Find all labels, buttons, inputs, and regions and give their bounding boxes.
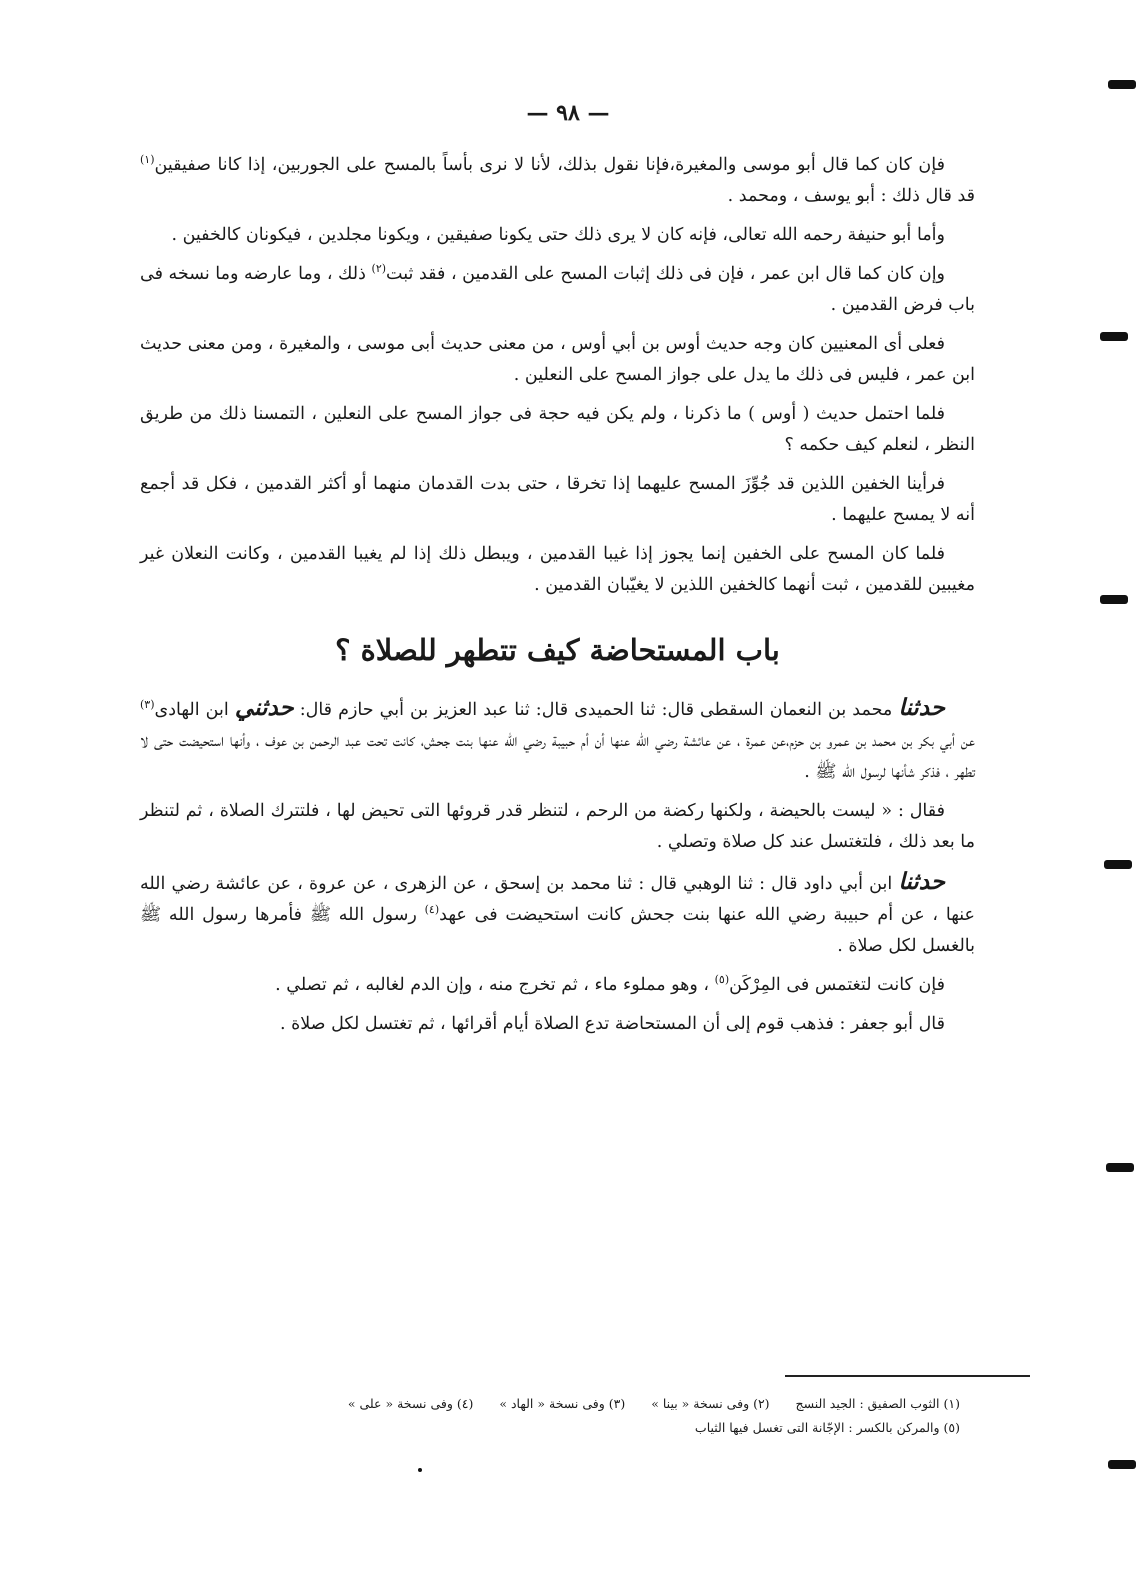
footnote-2: (٢) وفى نسخة « بينا »: [651, 1396, 770, 1411]
paragraph-6: فرأينا الخفين اللذين قد جُوِّزَ المسح عليهما إذا تخرقا ، حتى بدت القدمان منهما أو أكثر القدمين ، فكل قد أجمع أنه لا يمسح عليهما .: [140, 474, 975, 525]
chapter-heading: باب المستحاضة كيف تتطهر للصلاة ؟: [335, 633, 780, 667]
footnote-ref: (١): [140, 153, 155, 167]
paragraph-2: وأما أبو حنيفة رحمه الله تعالى، فإنه كان لا يرى ذلك حتى يكونا صفيقين ، ويكونا مجلدين ، فيكونان كالخفين .: [171, 225, 945, 245]
scan-edge-mark: [1100, 332, 1128, 341]
paragraph-4: فعلى أى المعنيين كان وجه حديث أوس بن أبي أوس ، من معنى حديث أبى موسى ، والمغيرة ، ومن معنى حديث ابن عمر ، فليس فى ذلك ما يدل على جواز المسح على النعلين .: [140, 334, 975, 385]
page-number: — ٩٨ —: [526, 100, 610, 126]
scan-edge-mark: [1108, 1460, 1136, 1469]
main-text: [140, 150, 975, 1048]
scan-edge-mark: [1100, 595, 1128, 604]
scan-edge-mark: [1106, 1163, 1134, 1172]
haddathana-word: حدثنا: [898, 694, 945, 721]
footnote-1: (١) الثوب الصفيق : الجيد النسج: [795, 1396, 960, 1411]
footnote-line-1: [160, 1392, 960, 1416]
footnote-ref: (٥): [714, 973, 730, 987]
paragraph-3: وإن كان كما قال ابن عمر ، فإن فى ذلك إثبات المسح على القدمين ، فقد ثبت$^{(٢)}$ ذلك ، وما عارضه وما نسخه فى باب فرض القدمين .: [140, 262, 975, 315]
paragraph-5: فلما احتمل حديث ( أوس ) ما ذكرنا ، ولم يكن فيه حجة فى جواز المسح على النعلين ، التمسنا ذلك من طريق النظر ، لنعلم كيف حكمه ؟: [140, 404, 975, 455]
paragraph-mirkan: فإن كانت لتغتمس فى المِرْكَن$^{(٥)}$ ، وهو مملوء ماء ، ثم تخرج منه ، وإن الدم لغالبه ، ثم تصلي .: [275, 973, 945, 995]
footnote-separator: [785, 1375, 1030, 1377]
footnote-ref: (٢): [371, 262, 387, 276]
paragraph-last: قال أبو جعفر : فذهب قوم إلى أن المستحاضة تدع الصلاة أيام أقرائها ، ثم تغتسل لكل صلاة .: [279, 1014, 945, 1034]
haddathani-word: حدثني: [234, 694, 294, 721]
ink-speck: [418, 1468, 422, 1472]
haddathana-word: حدثنا: [898, 868, 945, 895]
footnote-ref: (٤): [424, 903, 440, 917]
footnotes: [160, 1392, 960, 1440]
quote-1: فقال : « ليست بالحيضة ، ولكنها ركضة من الرحم ، لتنظر قدر قروئها التى تحيض لها ، فلتترك الصلاة ، ثم لتنظر ما بعد ذلك ، فلتغتسل عند كل صلاة وتصلي .: [140, 801, 975, 852]
scan-edge-mark: [1104, 860, 1132, 869]
footnote-4: (٤) وفى نسخة « على »: [347, 1396, 474, 1411]
hadith-1: حدثنا محمد بن النعمان السقطى قال: ثنا الحميدى قال: ثنا عبد العزيز بن أبي حازم قال: حدثني ابن الهادى$^{(٣)}$ عن أبي بكر بن محمد بن عمرو بن حزم،عن عمرة ، عن عائشة رضي الله عنها أن أم حبيبة رضي الله عنها بنت جحش، كانت تحت عبد الرحمن بن عوف ، وأنها استحيضت حتى لا تطهر ، فذكر شأنها لرسول الله ﷺ .: [140, 694, 975, 782]
footnote-3: (٣) وفى نسخة « الهاد »: [499, 1396, 626, 1411]
footnote-5: (٥) والمركن بالكسر : الإجّانة التى تغسل فيها الثياب: [694, 1420, 960, 1435]
hadith-2: حدثنا ابن أبي داود قال : ثنا الوهبي قال : ثنا محمد بن إسحق ، عن الزهرى ، عن عروة ، عن عائشة رضي الله عنها ، عن أم حبيبة رضي الله عنها بنت جحش كانت استحيضت فى عهد$^{(٤)}$ رسول الله ﷺ فأمرها رسول الله ﷺ بالغسل لكل صلاة .: [140, 868, 975, 956]
paragraph-1: فإن كان كما قال أبو موسى والمغيرة،فإنا نقول بذلك، لأنا لا نرى بأساً بالمسح على الجوربين، إذا كانا صفيقين$^{(١)}$ قد قال ذلك : أبو يوسف ، ومحمد .: [140, 153, 975, 206]
paragraph-7: فلما كان المسح على الخفين إنما يجوز إذا غيبا القدمين ، ويبطل ذلك إذا لم يغيبا القدمين ، وكانت النعلان غير مغيبين للقدمين ، ثبت أنهما كالخفين اللذين لا يغيّبان القدمين .: [140, 544, 975, 595]
scan-edge-mark: [1108, 80, 1136, 89]
footnote-ref: (٣): [140, 698, 155, 712]
